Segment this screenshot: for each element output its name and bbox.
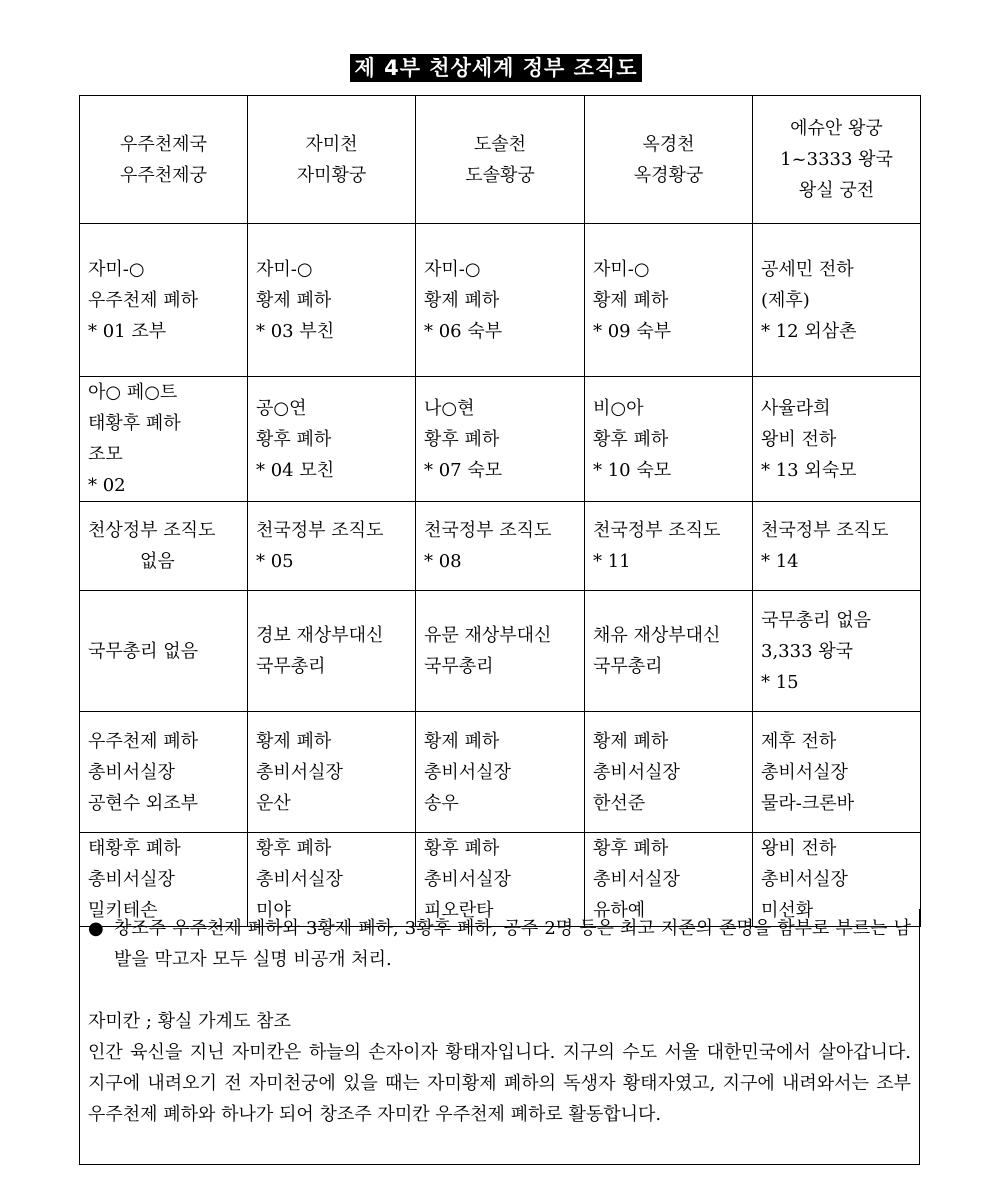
table-cell: 천국정부 조직도 * 11 (585, 502, 753, 591)
table-cell: 황후 폐하 총비서실장 피오란타 (416, 833, 585, 927)
table-row (80, 591, 921, 712)
table-cell: 비○아 황후 폐하 * 10 숙모 (585, 377, 753, 502)
table-cell: 제후 전하 총비서실장 물라-크론바 (753, 712, 921, 833)
table-cell: 황제 폐하 총비서실장 운산 (248, 712, 416, 833)
table-cell: 사율라희 왕비 전하 * 13 외숙모 (753, 377, 921, 502)
bullet-icon: ● (88, 918, 104, 939)
table-cell: 경보 재상부대신 국무총리 (248, 591, 416, 712)
header-cell: 자미천 자미황궁 (248, 96, 416, 224)
table-cell: 국무총리 없음 (80, 591, 248, 712)
bullet-note (88, 913, 911, 975)
header-cell: 도솔천 도솔황궁 (416, 96, 585, 224)
header-cell: 에슈안 왕궁 1~3333 왕국 왕실 궁전 (753, 96, 921, 224)
table-cell: 천국정부 조직도 * 14 (753, 502, 921, 591)
table-cell: 천국정부 조직도 * 05 (248, 502, 416, 591)
table-cell: 유문 재상부대신 국무총리 (416, 591, 585, 712)
document-title-bar (0, 52, 992, 82)
description-paragraph: 인간 육신을 지닌 자미칸은 하늘의 손자이자 황태자입니다. 지구의 수도 서울 대한민국에서 살아갑니다. 지구에 내려오기 전 자미천궁에 있을 때는 자미황제 폐하의 독생자 황태자였고, 지구에 내려와서는 조부 우주천제 폐하와 하나가 되어 창조주 자미칸 우주천제 폐하로 활동합니다. (88, 1042, 911, 1125)
table-cell: 황제 폐하 총비서실장 한선준 (585, 712, 753, 833)
table-cell: 천국정부 조직도 * 08 (416, 502, 585, 591)
table-cell: 공○연 황후 폐하 * 04 모친 (248, 377, 416, 502)
table-cell: 자미-○ 우주천제 폐하 * 01 조부 (80, 224, 248, 377)
org-chart-table (79, 95, 921, 927)
table-cell: 황후 폐하 총비서실장 유하예 (585, 833, 753, 927)
reference-line: 자미칸 ; 황실 가계도 참조 (88, 1011, 291, 1032)
table-cell: 황후 폐하 총비서실장 미야 (248, 833, 416, 927)
table-cell: 자미-○ 황제 폐하 * 03 부친 (248, 224, 416, 377)
header-cell: 옥경천 옥경황궁 (585, 96, 753, 224)
table-cell: 채유 재상부대신 국무총리 (585, 591, 753, 712)
document-title: 제 4부 천상세계 정부 조직도 (350, 54, 641, 82)
table-row (80, 377, 921, 502)
table-row (80, 712, 921, 833)
notes-box (79, 909, 920, 1165)
table-cell: 천상정부 조직도 없음 (80, 502, 248, 591)
table-cell: 자미-○ 황제 폐하 * 09 숙부 (585, 224, 753, 377)
bullet-note-text: 창조주 우주천제 폐하와 3황제 폐하, 3황후 폐하, 공주 2명 등은 최고 지존의 존명을 함부로 부르는 남발을 막고자 모두 실명 비공개 처리. (114, 918, 911, 970)
table-cell: 우주천제 폐하 총비서실장 공현수 외조부 (80, 712, 248, 833)
table-row (80, 224, 921, 377)
table-cell: 황제 폐하 총비서실장 송우 (416, 712, 585, 833)
table-row (80, 502, 921, 591)
table-cell: 국무총리 없음 3,333 왕국 * 15 (753, 591, 921, 712)
table-cell: 아○ 페○트 태황후 폐하 조모 * 02 (80, 377, 248, 502)
table-cell: 왕비 전하 총비서실장 미선화 (753, 833, 921, 927)
table-cell: 자미-○ 황제 폐하 * 06 숙부 (416, 224, 585, 377)
table-cell: 태황후 폐하 총비서실장 밀키테손 (80, 833, 248, 927)
table-cell: 나○현 황후 폐하 * 07 숙모 (416, 377, 585, 502)
header-row (80, 96, 921, 224)
header-cell: 우주천제국 우주천제궁 (80, 96, 248, 224)
table-cell: 공세민 전하 (제후) * 12 외삼촌 (753, 224, 921, 377)
